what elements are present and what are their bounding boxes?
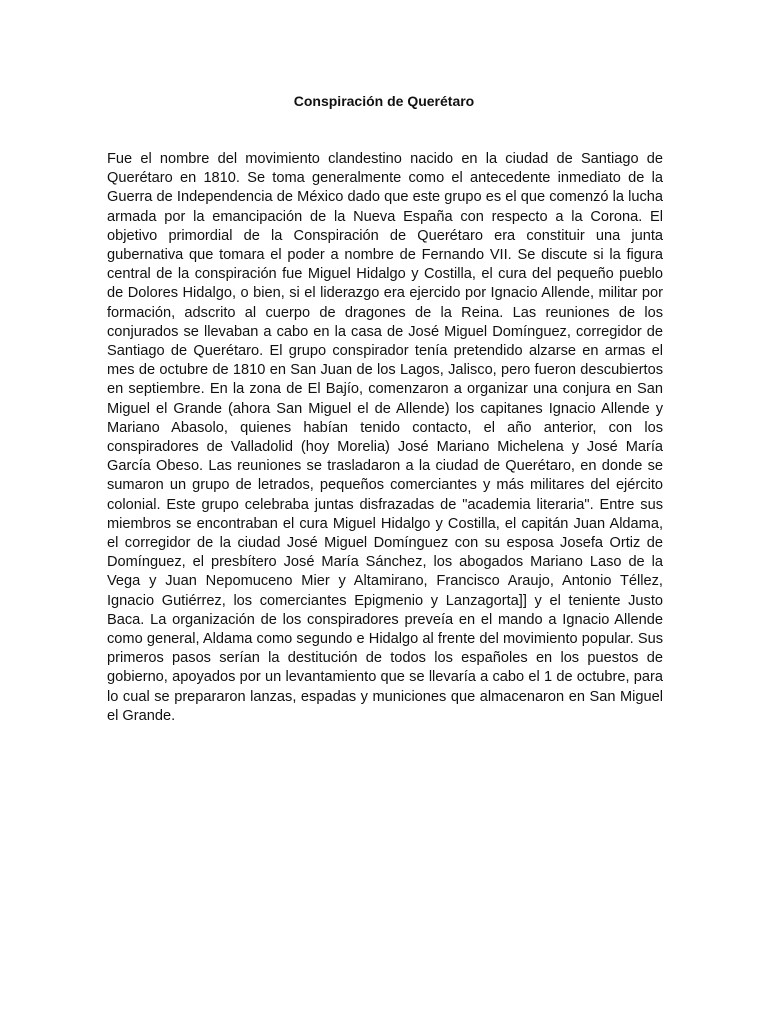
document-body-paragraph: Fue el nombre del movimiento clandestino nacido en la ciudad de Santiago de Querétaro en 1810. Se toma generalmente como el antecedente inmediato de la Guerra de Independencia de México dado que este grupo es el que comenzó la lucha armada por la emancipación de la Nueva España con respecto a la Corona. El objetivo primordial de la Conspiración de Querétaro era constituir una junta gubernativa que tomara el poder a nombre de Fernando VII. Se discute si la figura central de la conspiración fue Miguel Hidalgo y Costilla, el cura del pequeño pueblo de Dolores Hidalgo, o bien, si el liderazgo era ejercido por Ignacio Allende, militar por formación, adscrito al cuerpo de dragones de la Reina. Las reuniones de los conjurados se llevaban a cabo en la casa de José Miguel Domínguez, corregidor de Santiago de Querétaro. El grupo conspirador tenía pretendido alzarse en armas el mes de octubre de 1810 en San Juan de los Lagos, Jalisco, pero fueron descubiertos en septiembre. En la zona de El Bajío, comenzaron a organizar una conjura en San Miguel el Grande (ahora San Miguel el de Allende) los capitanes Ignacio Allende y Mariano Abasolo, quienes habían tenido contacto, el año anterior, con los conspiradores de Valladolid (hoy Morelia) José Mariano Michelena y José María García Obeso. Las reuniones se trasladaron a la ciudad de Querétaro, en donde se sumaron un grupo de letrados, pequeños comerciantes y más militares del ejército colonial. Este grupo celebraba juntas disfrazadas de "academia literaria". Entre sus miembros se encontraban el cura Miguel Hidalgo y Costilla, el capitán Juan Aldama, el corregidor de la ciudad José Miguel Domínguez con su esposa Josefa Ortiz de Domínguez, el presbítero José María Sánchez, los abogados Mariano Laso de la Vega y Juan Nepomuceno Mier y Altamirano, Francisco Araujo, Antonio Téllez, Ignacio Gutiérrez, los comerciantes Epigmenio y Lanzagorta]] y el teniente Justo Baca. La organización de los conspiradores preveía en el mando a Ignacio Allende como general, Aldama como segundo e Hidalgo al frente del movimiento popular. Sus primeros pasos serían la destitución de todos los españoles en los puestos de gobierno, apoyados por un levantamiento que se llevaría a cabo el 1 de octubre, para lo cual se prepararon lanzas, espadas y municiones que almacenaron en San Miguel el Grande. [107, 151, 663, 724]
document-title: Conspiración de Querétaro [293, 93, 475, 109]
